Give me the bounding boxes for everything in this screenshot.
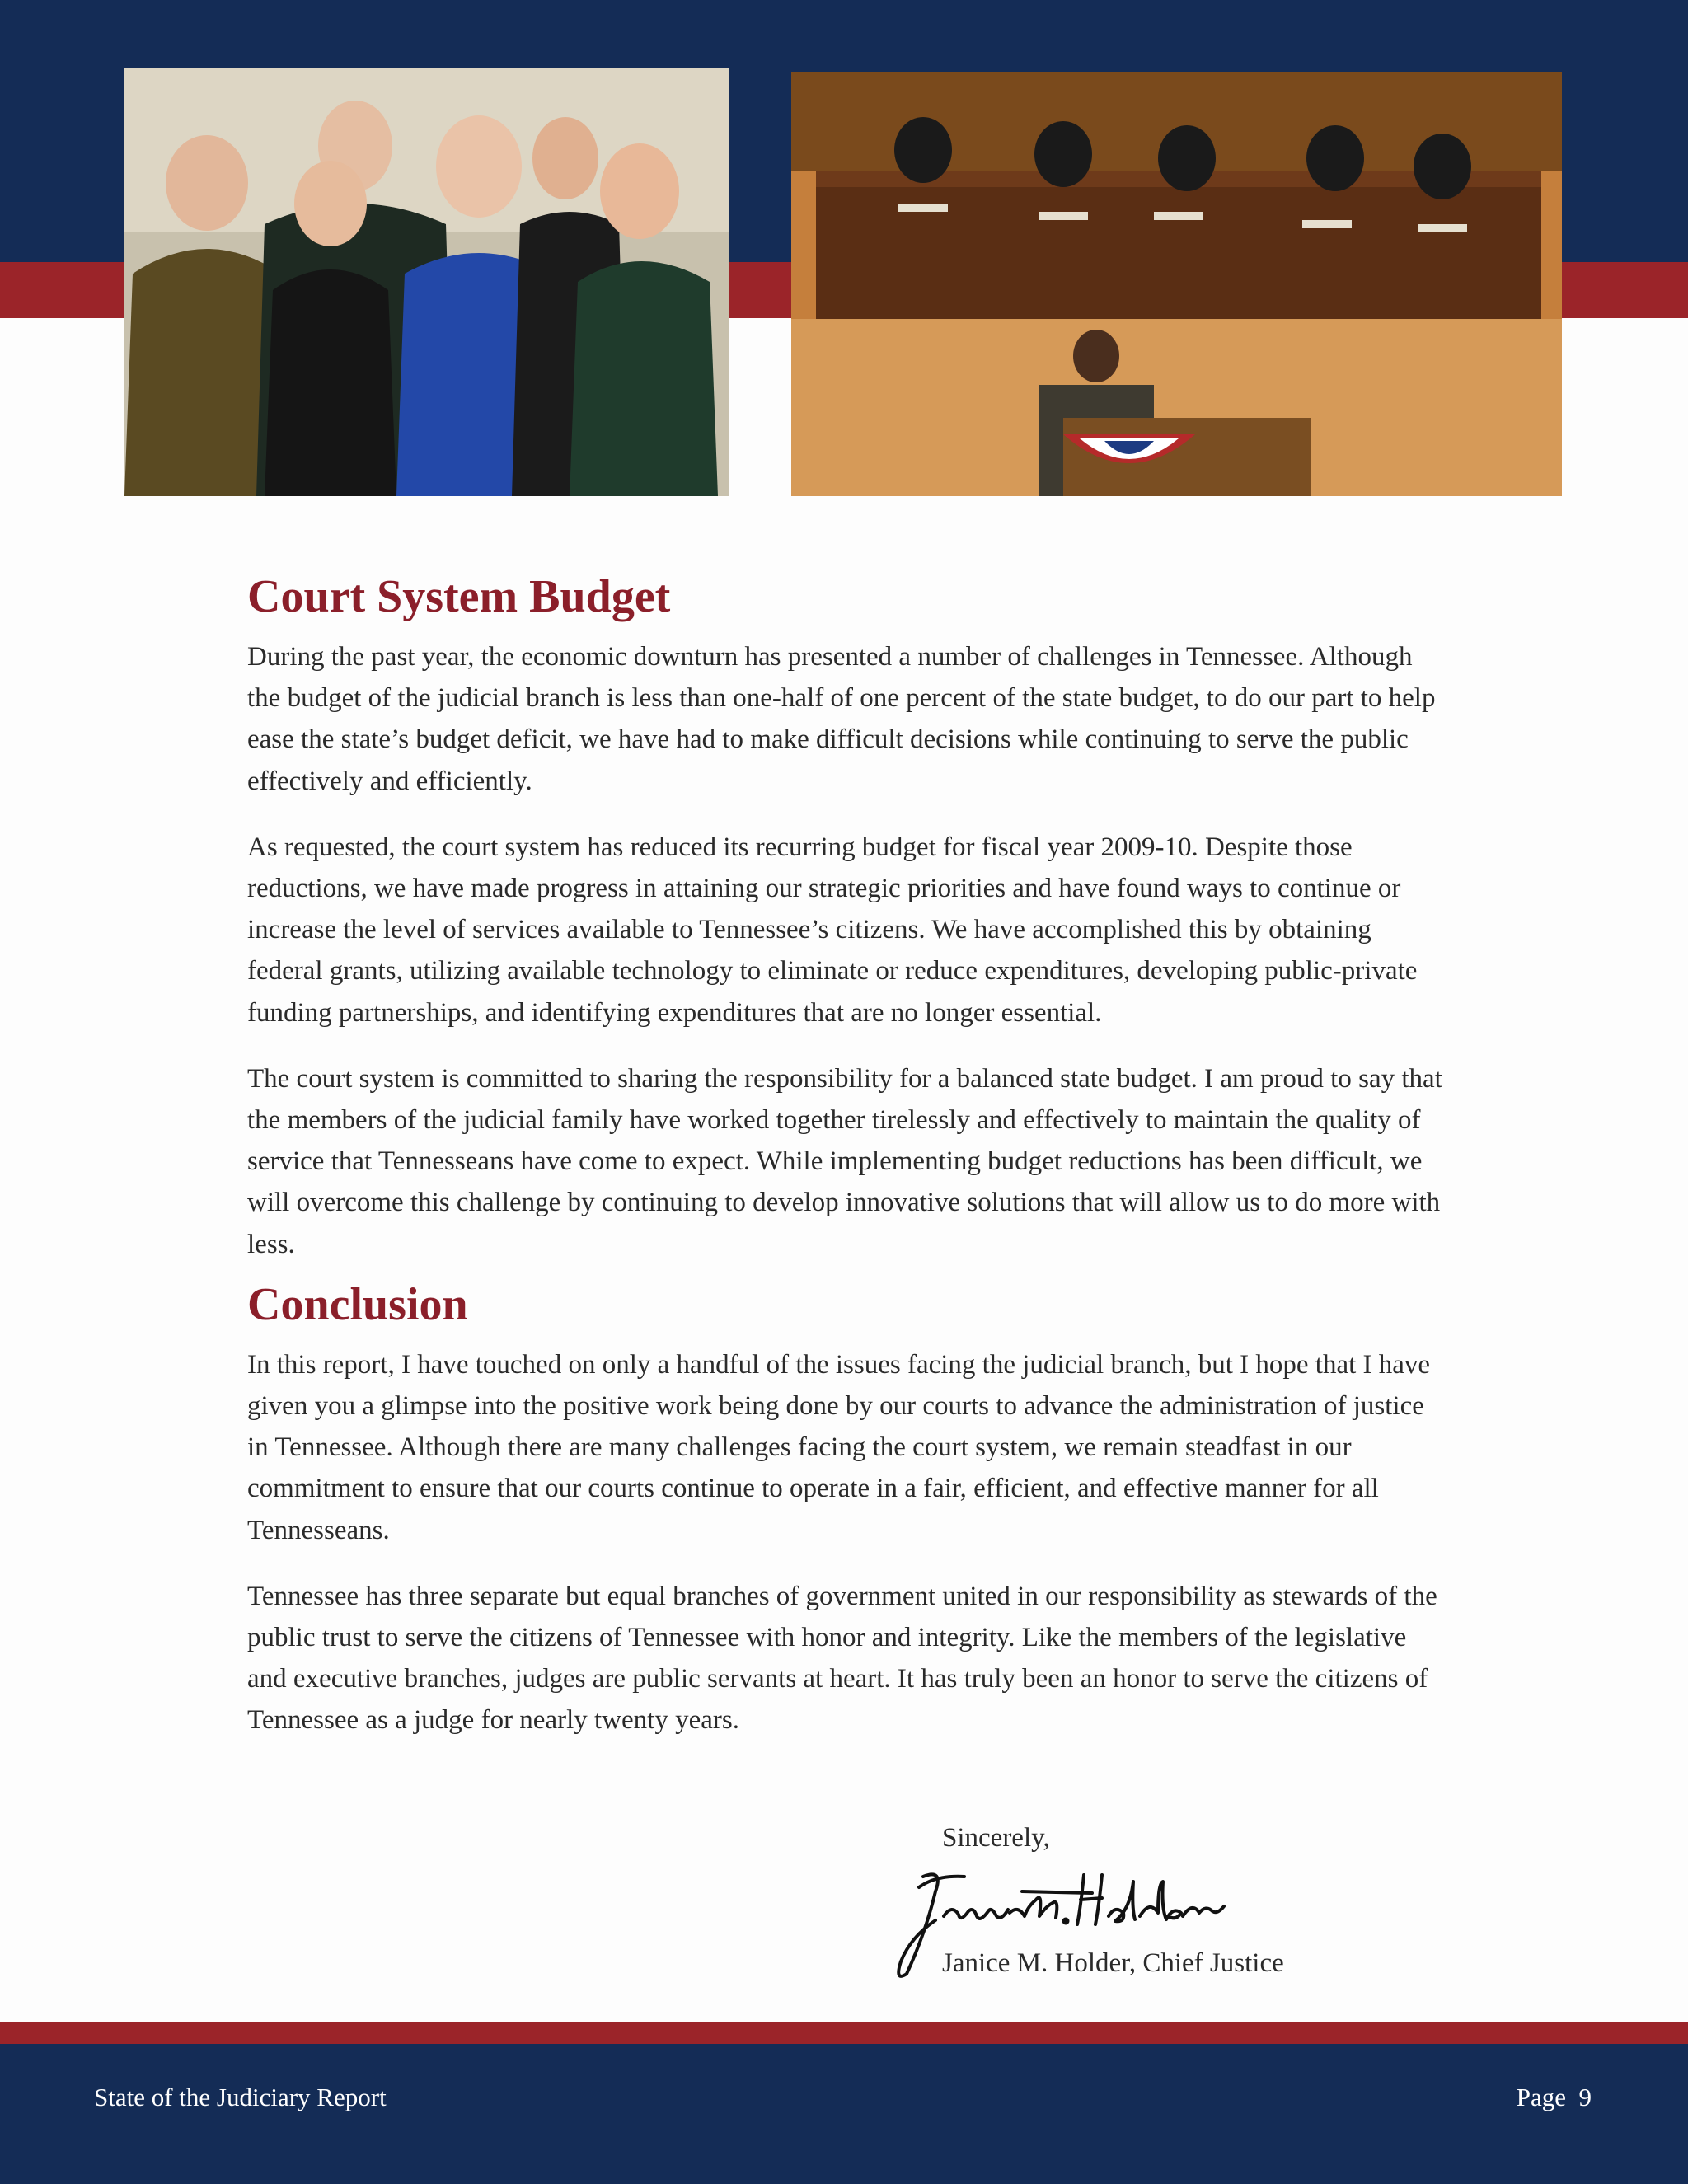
- main-content: [247, 567, 1451, 1741]
- footer-report-title: State of the Judiciary Report: [94, 2083, 387, 2111]
- budget-paragraph-1: During the past year, the economic downturn has presented a number of challenges in Tennessee. Although the budget of the judicial branch is less than one-half of one percent of the state budget, to do our part to help ease the state’s budget deficit, we have had to make difficult decisions while continuing to serve the public effectively and efficiently.: [247, 642, 1436, 796]
- salutation: Sincerely,: [942, 1823, 1050, 1853]
- footer-red-stripe: [0, 2022, 1688, 2044]
- budget-paragraph-2: As requested, the court system has reduced its recurring budget for fiscal year 2009-10. Despite those reductions, we have made progress in attaining our strategic priorities and have found ways to continue or increase the level of services available to Tennessee’s citizens. We have accomplished this by obtaining federal grants, utilizing available technology to eliminate or reduce expenditures, developing public-private funding partnerships, and identifying expenditures that are no longer essential.: [247, 832, 1418, 1028]
- footer-page-number: Page 9: [1516, 2083, 1592, 2111]
- conclusion-paragraph-2: Tennessee has three separate but equal branches of government united in our responsibility as stewards of the public trust to serve the citizens of Tennessee with honor and integrity. Like the members of the legislative and executive branches, judges are public servants at heart. It has truly been an honor to serve the citizens of Tennessee as a judge for nearly twenty years.: [247, 1581, 1437, 1736]
- closing-block: [942, 1817, 1437, 1858]
- group-photo: [124, 68, 729, 496]
- courtroom-photo-image: [791, 72, 1562, 496]
- group-photo-image: [124, 68, 729, 496]
- budget-paragraph-3: The court system is committed to sharing the responsibility for a balanced state budget. I am proud to say that the members of the judicial family have worked together tirelessly and effectively to maintain the quality of service that Tennesseans have come to expect. While implementing budget reductions has been difficult, we will overcome this challenge by continuing to develop innovative solutions that will allow us to do more with less.: [247, 1063, 1442, 1259]
- budget-heading: Court System Budget: [247, 571, 671, 622]
- footer-navy-band: [0, 2044, 1688, 2184]
- signatory-name: Janice M. Holder, Chief Justice: [942, 1948, 1284, 1978]
- conclusion-paragraph-1: In this report, I have touched on only a handful of the issues facing the judicial branch, but I hope that I have given you a glimpse into the positive work being done by our courts to advance the administration of justice in Tennessee. Although there are many challenges facing the court system, we remain steadfast in our commitment to ensure that our courts continue to operate in a fair, efficient, and effective manner for all Tennesseans.: [247, 1349, 1431, 1545]
- conclusion-heading: Conclusion: [247, 1278, 468, 1330]
- courtroom-photo: [791, 72, 1562, 496]
